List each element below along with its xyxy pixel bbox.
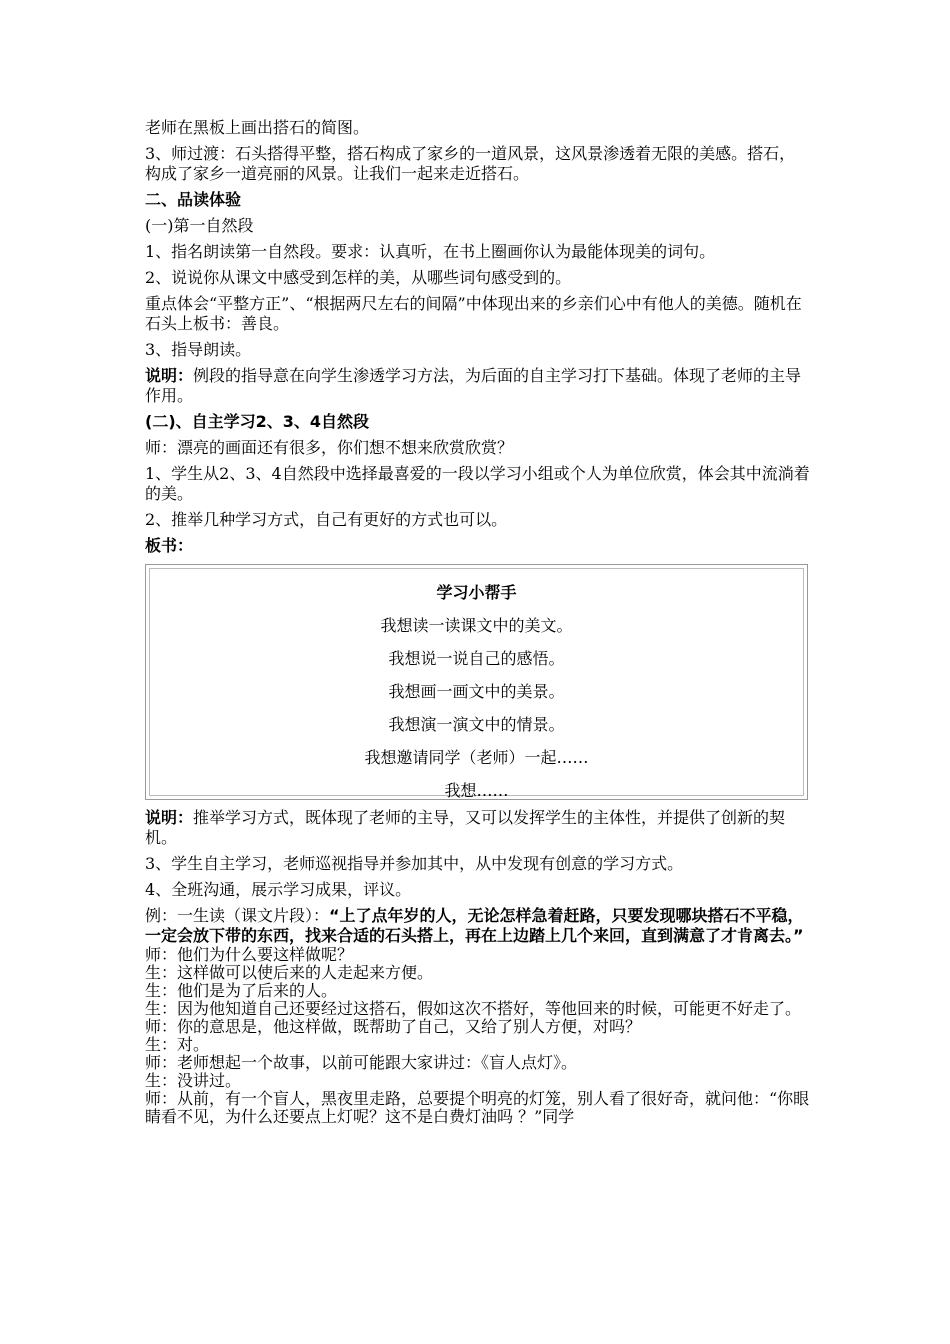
helper-item: 我想画一画文中的美景。 xyxy=(388,682,565,701)
board-label: 板书： xyxy=(145,536,194,555)
helper-box-title: 学习小帮手 xyxy=(436,583,517,602)
paragraph: 1、学生从2、3、4自然段中选择最喜爱的一段以学习小组或个人为单位欣赏，体会其中流淌着的美。 xyxy=(145,464,810,503)
paragraph: 4、全班沟通，展示学习成果，评议。 xyxy=(145,880,412,899)
document-page xyxy=(145,118,810,1126)
helper-item: 我想邀请同学（老师）一起…… xyxy=(364,748,589,767)
dialog-line: 师：他们为什么要这样做呢？ xyxy=(145,945,354,964)
helper-item: 我想演一演文中的情景。 xyxy=(388,715,565,734)
dialog-line: 生：因为他知道自己还要经过这搭石，假如这次不搭好，等他回来的时候，可能更不好走了。 xyxy=(145,999,802,1018)
subsection-heading: (二)、自主学习2、3、4自然段 xyxy=(145,412,370,431)
paragraph: 师：漂亮的画面还有很多，你们想不想来欣赏欣赏？ xyxy=(145,438,514,457)
paragraph: 老师在黑板上画出搭石的简图。 xyxy=(145,118,370,137)
dialog-line: 师：老师想起一个故事，以前可能跟大家讲过：《盲人点灯》。 xyxy=(145,1053,578,1072)
example-paragraph xyxy=(145,906,810,946)
paragraph: 3、师过渡：石头搭得平整，搭石构成了家乡的一道风景，这风景渗透着无限的美感。搭石，构成了家乡一道亮丽的风景。让我们一起来走近搭石。 xyxy=(145,144,796,183)
dialog-line: 生：他们是为了后来的人。 xyxy=(145,981,338,1000)
helper-item: 我想读一读课文中的美文。 xyxy=(380,616,573,635)
paragraph: 3、学生自主学习，老师巡视指导并参加其中，从中发现有创意的学习方式。 xyxy=(145,854,684,873)
dialog-line: 生：没讲过。 xyxy=(145,1071,242,1090)
note-label: 说明： xyxy=(145,366,194,385)
example-prefix: 例：一生读（课文片段）： xyxy=(145,906,330,925)
note-label: 说明： xyxy=(145,808,194,827)
note-text: 推举学习方式，既体现了老师的主导，又可以发挥学生的主体性，并提供了创新的契机。 xyxy=(145,808,786,847)
paragraph: 3、指导朗读。 xyxy=(145,340,252,359)
section-heading: 二、品读体验 xyxy=(145,190,242,209)
helper-box xyxy=(145,564,808,800)
paragraph: 1、指名朗读第一自然段。要求：认真听，在书上圈画你认为最能体现美的词句。 xyxy=(145,242,716,261)
helper-item: 我想…… xyxy=(444,781,509,800)
subsection-heading: (一)第一自然段 xyxy=(145,216,254,235)
note-paragraph xyxy=(145,808,810,848)
example-quote: “上了点年岁的人，无论怎样急着赶路，只要发现哪块搭石不平稳，一定会放下带的东西，找来合适的石头搭上，再在上边踏上几个来回，直到满意了才肯离去。” xyxy=(145,906,804,945)
helper-box-inner-border xyxy=(149,568,804,800)
paragraph: 重点体会“平整方正”、“根据两尺左右的间隔”中体现出来的乡亲们心中有他人的美德。随机在石头上板书：善良。 xyxy=(145,294,802,333)
paragraph: 2、说说你从课文中感受到怎样的美，从哪些词句感受到的。 xyxy=(145,268,572,287)
dialog-line: 生：这样做可以使后来的人走起来方便。 xyxy=(145,963,434,982)
dialog-block xyxy=(145,946,810,1126)
dialog-line: 师：你的意思是，他这样做，既帮助了自己，又给了别人方便，对吗？ xyxy=(145,1017,642,1036)
paragraph: 2、推举几种学习方式，自己有更好的方式也可以。 xyxy=(145,510,508,529)
dialog-line: 生：对。 xyxy=(145,1035,210,1054)
note-paragraph xyxy=(145,366,810,406)
helper-item: 我想说一说自己的感悟。 xyxy=(388,649,565,668)
note-text: 例段的指导意在向学生渗透学习方法，为后面的自主学习打下基础。体现了老师的主导作用。 xyxy=(145,366,802,405)
dialog-line: 师：从前，有一个盲人，黑夜里走路，总要提个明亮的灯笼，别人看了很好奇，就问他：“你眼睛看不见，为什么还要点上灯呢？这不是白费灯油吗 ？”同学 xyxy=(145,1089,810,1126)
